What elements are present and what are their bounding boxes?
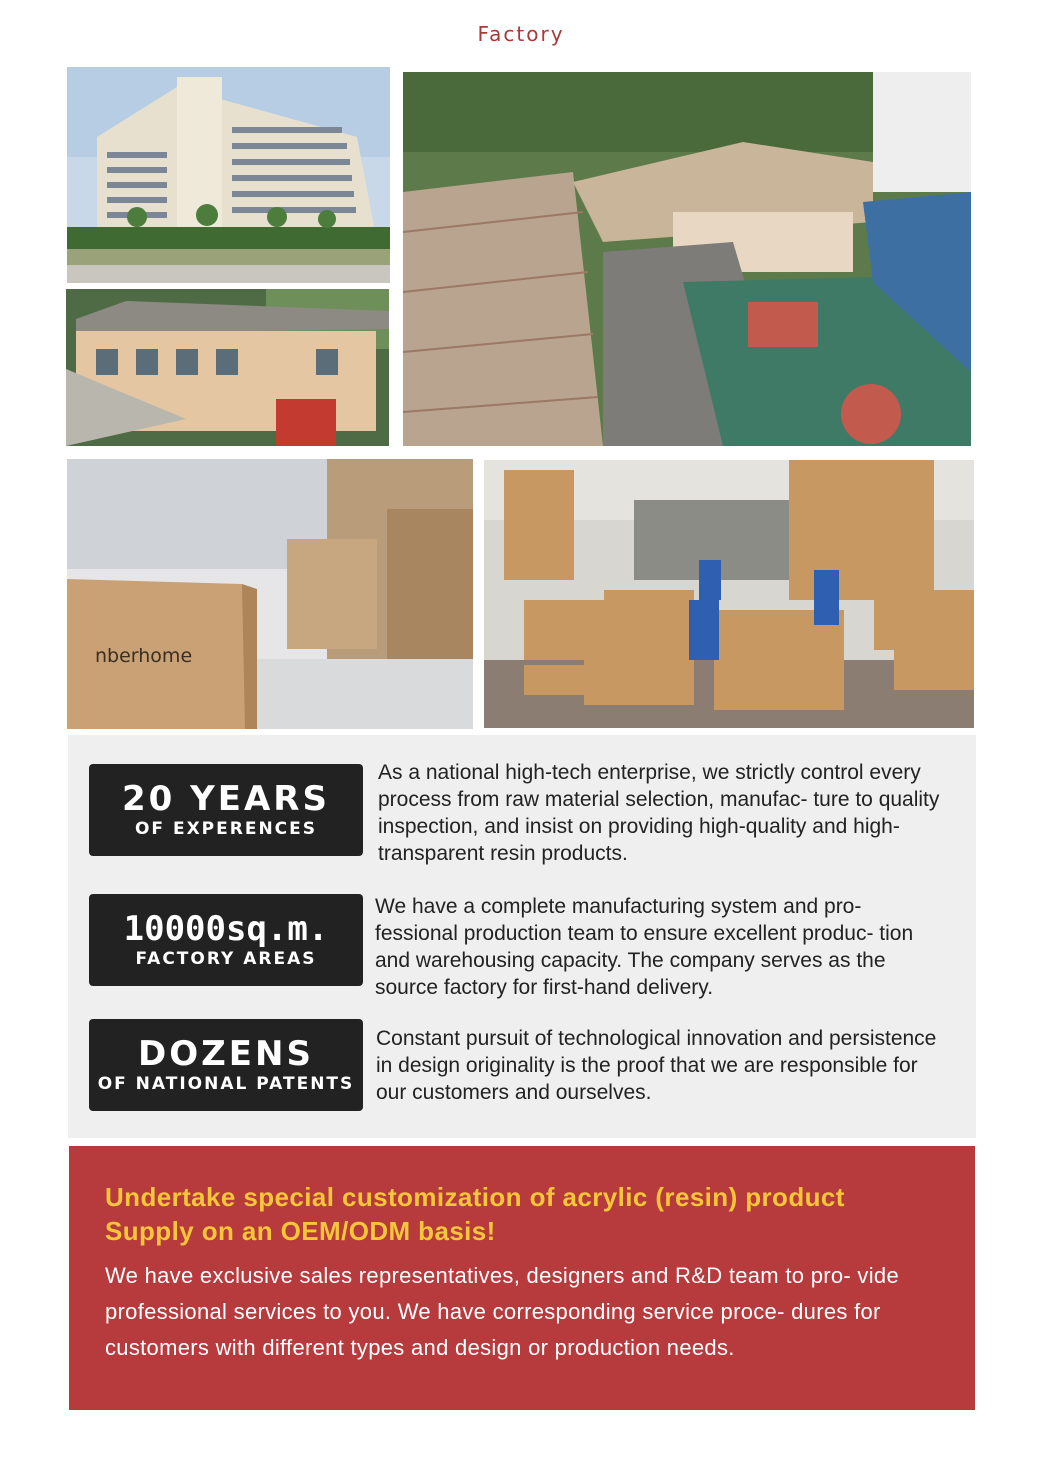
years-badge-value: 20 YEARS <box>122 779 330 819</box>
customization-panel <box>69 1146 975 1410</box>
patents-badge <box>89 1019 363 1111</box>
box-brand-label: nberhome <box>95 645 193 667</box>
stats-panel <box>68 735 976 1138</box>
years-description: As a national high-tech enterprise, we strictly control every process from raw material selection, manufac- ture to quality inspection, and insist on providing high-quality and high- transparent resin products. <box>378 761 940 865</box>
office-building-photo <box>67 67 390 283</box>
patents-badge-value: DOZENS <box>138 1034 314 1074</box>
aerial-factory-photo <box>403 72 971 446</box>
customization-heading-line1: Undertake special customization of acrylic (resin) product <box>105 1182 845 1212</box>
workshop-photo <box>66 289 389 446</box>
area-badge <box>89 894 363 986</box>
years-badge <box>89 764 363 856</box>
warehouse-box-photo <box>67 459 473 729</box>
customization-body: We have exclusive sales representatives, designers and R&D team to pro- vide professional services to you. We have corresponding service proce- dures for customers with different types and design or production needs. <box>105 1263 899 1360</box>
patents-description: Constant pursuit of technological innovation and persistence in design originality is the proof that we are responsible for our customers and ourselves. <box>376 1027 937 1104</box>
page-title: Factory <box>477 22 565 46</box>
patents-badge-caption: OF NATIONAL PATENTS <box>97 1074 355 1094</box>
workers-packing-photo <box>484 460 974 728</box>
customization-heading <box>105 1180 965 1248</box>
years-badge-caption: OF EXPERENCES <box>134 819 318 839</box>
customization-heading-line2: Supply on an OEM/ODM basis! <box>105 1216 496 1246</box>
area-description: We have a complete manufacturing system and pro- fessional production team to ensure excellent produc- tion and warehousing capacity. The company serves as the source factory for first-hand delivery. <box>375 895 914 999</box>
area-badge-caption: FACTORY AREAS <box>135 949 317 969</box>
area-badge-value: 10000sq.m. <box>123 909 329 949</box>
